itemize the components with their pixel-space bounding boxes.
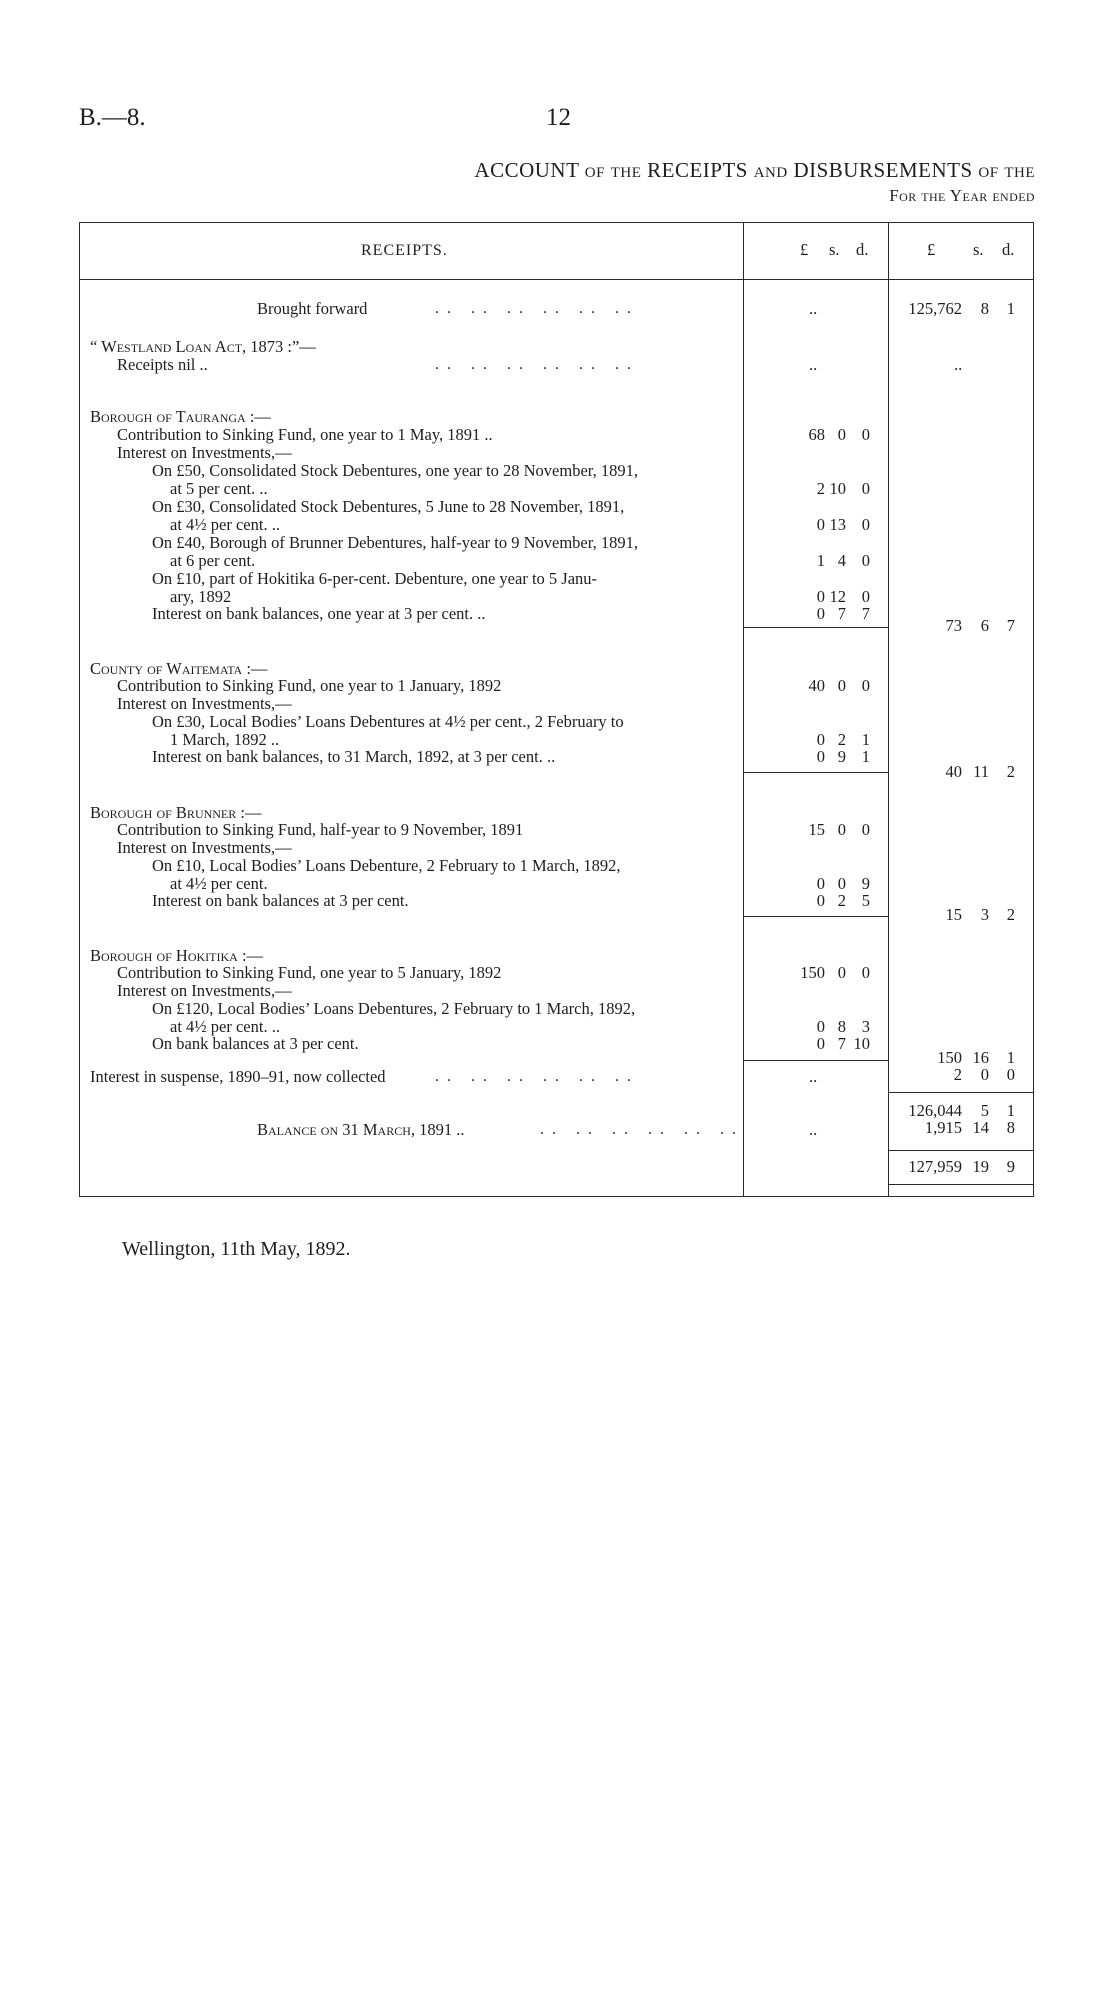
suspense-pence: 0 xyxy=(1006,1065,1015,1084)
waitemata-pounds: 40 xyxy=(808,676,825,695)
brunner-shillings: 0 xyxy=(837,874,846,893)
tauranga-line: at 5 per cent. .. xyxy=(170,479,268,498)
leader-dots: .. .. .. .. .. .. xyxy=(540,1121,744,1138)
tauranga-pounds: 0 xyxy=(816,604,825,623)
balance-label: Balance on 31 March, 1891 .. xyxy=(257,1120,465,1139)
tauranga-line: Interest on bank balances, one year at 3 per cent. .. xyxy=(152,604,486,623)
outer-pence-header: d. xyxy=(1002,240,1015,259)
tauranga-line: Contribution to Sinking Fund, one year to 1 May, 1891 .. xyxy=(117,425,493,444)
brought-forward-shillings: 8 xyxy=(980,299,989,318)
subtotal-rule xyxy=(743,627,889,628)
header-underline xyxy=(79,279,1034,280)
hokitika-heading: Borough of Hokitika :— xyxy=(90,946,264,965)
table-top-border xyxy=(79,222,1034,223)
suspense-pounds: 2 xyxy=(953,1065,962,1084)
table-right-border xyxy=(1033,222,1034,1197)
hokitika-line: Contribution to Sinking Fund, one year to 5 January, 1892 xyxy=(117,963,502,982)
inner-pence-header: d. xyxy=(856,240,869,259)
tauranga-pounds: 0 xyxy=(816,587,825,606)
grand-total-rule xyxy=(888,1184,1034,1185)
brunner-pounds: 0 xyxy=(816,874,825,893)
balance-pence: 8 xyxy=(1006,1118,1015,1137)
brunner-shillings: 2 xyxy=(837,891,846,910)
brunner-line: at 4½ per cent. xyxy=(170,874,268,893)
suspense-shillings: 0 xyxy=(980,1065,989,1084)
brunner-line: Interest on Investments,— xyxy=(117,838,292,857)
brought-forward-pence: 1 xyxy=(1006,299,1015,318)
hokitika-total-shillings: 16 xyxy=(972,1048,989,1067)
tauranga-pounds: 1 xyxy=(816,551,825,570)
waitemata-pence: 0 xyxy=(861,676,870,695)
tauranga-pence: 0 xyxy=(861,425,870,444)
subtotal-rule xyxy=(888,1092,1034,1093)
waitemata-line: Interest on Investments,— xyxy=(117,694,292,713)
tauranga-line: at 4½ per cent. .. xyxy=(170,515,280,534)
waitemata-line: On £30, Local Bodies’ Loans Debentures at 4½ per cent., 2 February to xyxy=(152,712,624,731)
table-left-border xyxy=(79,222,80,1197)
brunner-pence: 0 xyxy=(861,820,870,839)
tauranga-heading: Borough of Tauranga :— xyxy=(90,407,271,426)
leader-dots: .. .. .. .. .. .. xyxy=(435,356,639,373)
grand-total-pence: 9 xyxy=(1006,1157,1015,1176)
subtotal-pence: 1 xyxy=(1006,1101,1015,1120)
suspense-inner-dots: .. xyxy=(809,1067,818,1086)
waitemata-shillings: 9 xyxy=(837,747,846,766)
tauranga-pounds: 68 xyxy=(808,425,825,444)
page-number: 12 xyxy=(546,104,571,131)
brunner-line: Interest on bank balances at 3 per cent. xyxy=(152,891,409,910)
total-rule xyxy=(888,1150,1034,1151)
hokitika-line: On bank balances at 3 per cent. xyxy=(152,1034,359,1053)
inner-pounds-header: £ xyxy=(800,240,809,259)
tauranga-total-pence: 7 xyxy=(1006,616,1015,635)
westland-line: Receipts nil .. xyxy=(117,355,208,374)
waitemata-line: Contribution to Sinking Fund, one year to 1 January, 1892 xyxy=(117,676,502,695)
waitemata-total-pence: 2 xyxy=(1006,762,1015,781)
brunner-total-pounds: 15 xyxy=(945,905,962,924)
hokitika-pence: 10 xyxy=(853,1034,870,1053)
subtotal-rule xyxy=(743,1060,889,1061)
brunner-total-pence: 2 xyxy=(1006,905,1015,924)
tauranga-shillings: 12 xyxy=(829,587,846,606)
waitemata-line: 1 March, 1892 .. xyxy=(170,730,280,749)
subtotal-rule xyxy=(743,772,889,773)
tauranga-shillings: 4 xyxy=(837,551,846,570)
brought-forward-inner-dots: .. xyxy=(809,299,818,318)
suspense-label: Interest in suspense, 1890–91, now collected xyxy=(90,1067,386,1086)
hokitika-pounds: 150 xyxy=(800,963,825,982)
hokitika-shillings: 8 xyxy=(837,1017,846,1036)
tauranga-pence: 0 xyxy=(861,479,870,498)
page-title: ACCOUNT of the RECEIPTS and DISBURSEMENTS of the xyxy=(474,158,1035,182)
tauranga-line: On £10, part of Hokitika 6-per-cent. Debenture, one year to 5 Janu- xyxy=(152,569,598,588)
hokitika-pence: 3 xyxy=(861,1017,870,1036)
hokitika-pounds: 0 xyxy=(816,1017,825,1036)
tauranga-line: On £30, Consolidated Stock Debentures, 5 June to 28 November, 1891, xyxy=(152,497,625,516)
hokitika-line: at 4½ per cent. .. xyxy=(170,1017,280,1036)
subtotal-rule xyxy=(743,916,889,917)
hokitika-total-pounds: 150 xyxy=(937,1048,962,1067)
brunner-shillings: 0 xyxy=(837,820,846,839)
tauranga-line: Interest on Investments,— xyxy=(117,443,292,462)
hokitika-line: On £120, Local Bodies’ Loans Debentures, 2 February to 1 March, 1892, xyxy=(152,999,636,1018)
waitemata-shillings: 0 xyxy=(837,676,846,695)
brought-forward-label: Brought forward xyxy=(257,299,368,318)
waitemata-total-shillings: 11 xyxy=(973,762,989,781)
hokitika-pounds: 0 xyxy=(816,1034,825,1053)
westland-outer-dots: .. xyxy=(954,355,963,374)
subtotal-pounds: 126,044 xyxy=(908,1101,962,1120)
waitemata-heading: County of Waitemata :— xyxy=(90,659,268,678)
brunner-heading: Borough of Brunner :— xyxy=(90,803,262,822)
brunner-pence: 9 xyxy=(861,874,870,893)
brunner-pence: 5 xyxy=(861,891,870,910)
waitemata-total-pounds: 40 xyxy=(945,762,962,781)
tauranga-shillings: 0 xyxy=(837,425,846,444)
hokitika-line: Interest on Investments,— xyxy=(117,981,292,1000)
balance-shillings: 14 xyxy=(972,1118,989,1137)
document-reference: B.—8. xyxy=(79,104,146,131)
waitemata-pence: 1 xyxy=(861,730,870,749)
waitemata-pounds: 0 xyxy=(816,747,825,766)
hokitika-pence: 0 xyxy=(861,963,870,982)
tauranga-line: ary, 1892 xyxy=(170,587,232,606)
tauranga-line: On £50, Consolidated Stock Debentures, one year to 28 November, 1891, xyxy=(152,461,638,480)
tauranga-pence: 0 xyxy=(861,515,870,534)
brunner-pounds: 15 xyxy=(808,820,825,839)
place-date: Wellington, 11th May, 1892. xyxy=(122,1238,351,1260)
tauranga-line: at 6 per cent. xyxy=(170,551,256,570)
page-subtitle: For the Year ended xyxy=(889,186,1035,205)
waitemata-pence: 1 xyxy=(861,747,870,766)
leader-dots: .. .. .. .. .. .. xyxy=(435,1068,639,1085)
brunner-pounds: 0 xyxy=(816,891,825,910)
balance-inner-dots: .. xyxy=(809,1120,818,1139)
waitemata-pounds: 0 xyxy=(816,730,825,749)
tauranga-total-pounds: 73 xyxy=(945,616,962,635)
brought-forward-pounds: 125,762 xyxy=(908,299,962,318)
outer-shillings-header: s. xyxy=(973,240,984,259)
brunner-line: On £10, Local Bodies’ Loans Debenture, 2 February to 1 March, 1892, xyxy=(152,856,621,875)
inner-shillings-header: s. xyxy=(829,240,840,259)
brunner-total-shillings: 3 xyxy=(980,905,989,924)
tauranga-pence: 0 xyxy=(861,587,870,606)
receipts-header: RECEIPTS. xyxy=(361,242,448,259)
tauranga-pence: 0 xyxy=(861,551,870,570)
column-divider-1 xyxy=(743,222,744,1197)
brunner-line: Contribution to Sinking Fund, half-year to 9 November, 1891 xyxy=(117,820,524,839)
tauranga-shillings: 7 xyxy=(837,604,846,623)
column-divider-2 xyxy=(888,222,889,1197)
hokitika-shillings: 0 xyxy=(837,963,846,982)
table-bottom-border xyxy=(79,1196,1034,1197)
waitemata-shillings: 2 xyxy=(837,730,846,749)
tauranga-pounds: 2 xyxy=(816,479,825,498)
hokitika-total-pence: 1 xyxy=(1006,1048,1015,1067)
leader-dots: .. .. .. .. .. .. xyxy=(435,300,639,317)
grand-total-pounds: 127,959 xyxy=(908,1157,962,1176)
tauranga-total-shillings: 6 xyxy=(980,616,989,635)
tauranga-shillings: 13 xyxy=(829,515,846,534)
waitemata-line: Interest on bank balances, to 31 March, 1892, at 3 per cent. .. xyxy=(152,747,556,766)
subtotal-shillings: 5 xyxy=(980,1101,989,1120)
tauranga-line: On £40, Borough of Brunner Debentures, half-year to 9 November, 1891, xyxy=(152,533,638,552)
tauranga-pounds: 0 xyxy=(816,515,825,534)
westland-inner-dots: .. xyxy=(809,355,818,374)
balance-pounds: 1,915 xyxy=(924,1118,962,1137)
grand-total-shillings: 19 xyxy=(972,1157,989,1176)
outer-pounds-header: £ xyxy=(927,240,936,259)
westland-heading: “ Westland Loan Act, 1873 :”— xyxy=(90,337,316,356)
tauranga-pence: 7 xyxy=(861,604,870,623)
tauranga-shillings: 10 xyxy=(829,479,846,498)
hokitika-shillings: 7 xyxy=(837,1034,846,1053)
